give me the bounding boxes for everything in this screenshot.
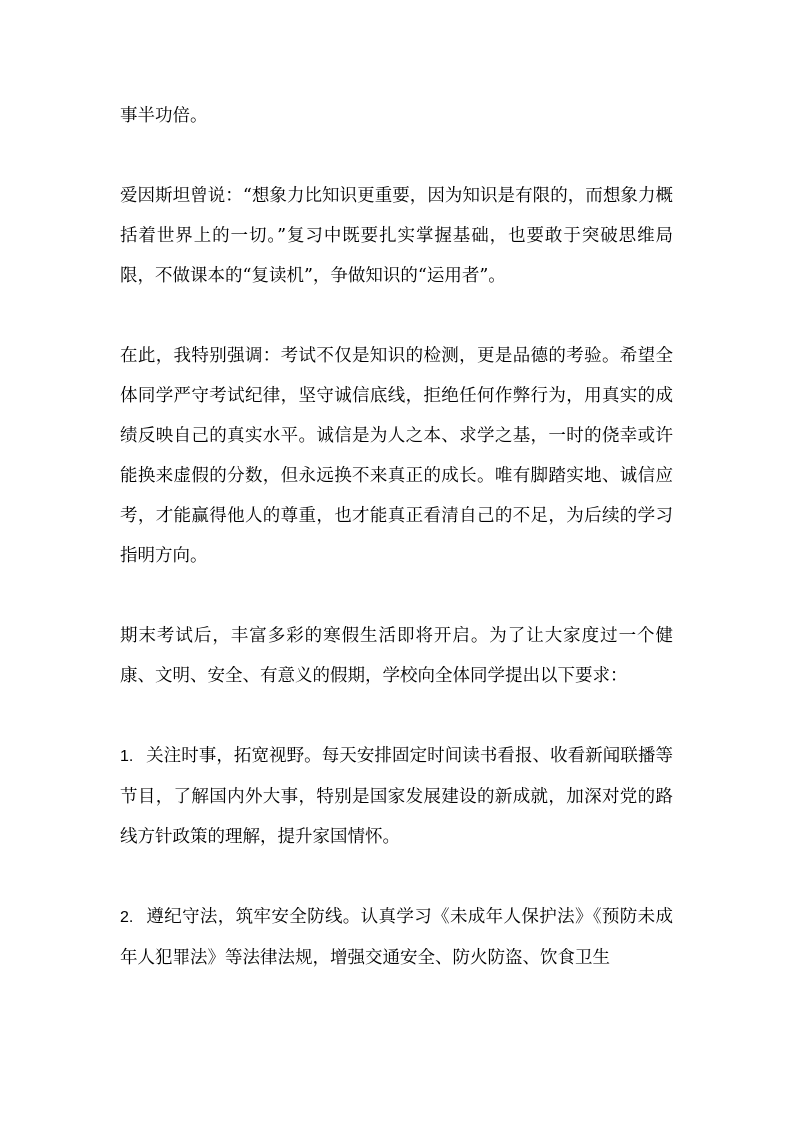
list-number: 1. [120, 748, 134, 765]
paragraph-continuation: 事半功倍。 [120, 106, 208, 126]
list-item-text: 遵纪守法，筑牢安全防线。认真学习《未成年人保护法》《预防未成年人犯罪法》等法律法规，增强交通安全、防火防盗、饮食卫生 [120, 907, 673, 968]
paragraph-exam-integrity: 在此，我特别强调：考试不仅是知识的检测，更是品德的考验。希望全体同学严守考试纪律，坚守诚信底线，拒绝任何作弊行为，用真实的成绩反映自己的真实水平。诚信是为人之本、求学之基，一时的侥幸或许能换来虚假的分数，但永远换不来真正的成长。唯有脚踏实地、诚信应考，才能赢得他人的尊重，也才能真正看清自己的不足，为后续的学习指明方向。 [120, 346, 673, 566]
list-item-2 [120, 897, 673, 978]
document-body [120, 96, 673, 1018]
paragraph-winter-vacation: 期末考试后，丰富多彩的寒假生活即将开启。为了让大家度过一个健康、文明、安全、有意义的假期，学校向全体同学提出以下要求： [120, 626, 673, 686]
list-number: 2. [120, 909, 134, 926]
paragraph-einstein-quote: 爱因斯坦曾说：“想象力比知识更重要，因为知识是有限的，而想象力概括着世界上的一切。”复习中既要扎实掌握基础，也要敢于突破思维局限，不做课本的“复读机”，争做知识的“运用者”。 [120, 186, 673, 286]
list-item-text: 关注时事，拓宽视野。每天安排固定时间读书看报、收看新闻联播等节目，了解国内外大事，特别是国家发展建设的新成就，加深对党的路线方针政策的理解，提升家国情怀。 [120, 746, 673, 847]
list-item-1 [120, 736, 673, 857]
